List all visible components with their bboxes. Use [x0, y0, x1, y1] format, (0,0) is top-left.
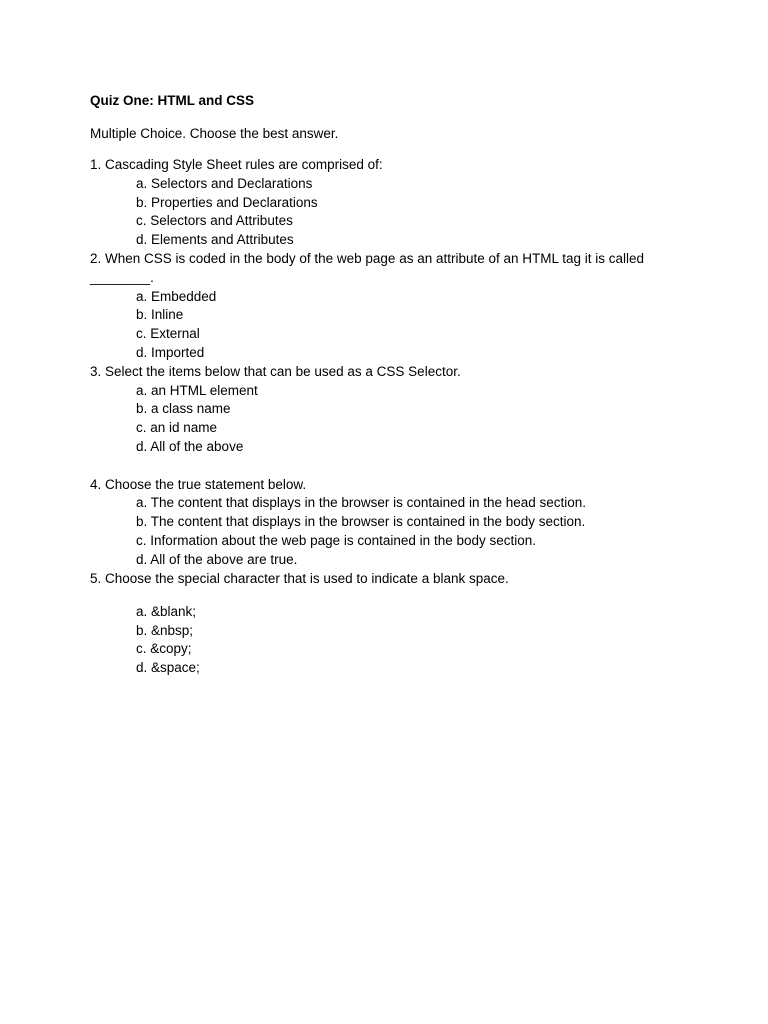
answer-option: d. All of the above are true. [136, 551, 298, 567]
answer-option: a. Embedded [136, 288, 217, 304]
question-list [90, 156, 710, 678]
question-2 [90, 250, 710, 363]
answer-option: b. Inline [136, 307, 184, 323]
question-text: 3. Select the items below that can be used as a CSS Selector. [90, 363, 461, 379]
answer-option: d. Imported [136, 344, 205, 360]
question-text: 1. Cascading Style Sheet rules are comprised of: [90, 157, 383, 172]
quiz-title: Quiz One: HTML and CSS [90, 93, 255, 108]
question-text: 5. Choose the special character that is used to indicate a blank space. [90, 570, 509, 586]
answer-option: c. Information about the web page is contained in the body section. [136, 532, 537, 548]
answer-option: a. The content that displays in the browser is contained in the head section. [136, 495, 587, 511]
quiz-document [90, 90, 710, 678]
question-5 [90, 570, 710, 678]
question-text: 4. Choose the true statement below. [90, 476, 307, 492]
answer-option: a. &blank; [136, 603, 197, 619]
question-1 [90, 156, 710, 250]
spacer [90, 457, 710, 476]
answer-option: b. Properties and Declarations [136, 194, 318, 210]
answer-blank: ________. [90, 269, 154, 285]
answer-options [90, 288, 710, 363]
answer-option: d. All of the above [136, 438, 244, 454]
answer-options [90, 382, 710, 457]
answer-option: d. Elements and Attributes [136, 232, 294, 248]
answer-option: c. an id name [136, 420, 218, 436]
answer-option: b. a class name [136, 401, 231, 417]
answer-option: c. External [136, 326, 200, 342]
answer-option: c. Selectors and Attributes [136, 213, 293, 229]
answer-option: b. The content that displays in the browser is contained in the body section. [136, 514, 586, 530]
answer-option: a. Selectors and Declarations [136, 175, 313, 191]
quiz-instructions: Multiple Choice. Choose the best answer. [90, 126, 339, 141]
answer-option: b. &nbsp; [136, 622, 194, 638]
question-text: 2. When CSS is coded in the body of the web page as an attribute of an HTML tag it is called [90, 250, 645, 266]
answer-options [90, 494, 710, 569]
spacer [90, 588, 710, 603]
answer-option: a. an HTML element [136, 382, 258, 398]
answer-options [90, 603, 710, 678]
answer-options [90, 175, 710, 250]
question-3 [90, 363, 710, 457]
answer-option: d. &space; [136, 660, 200, 676]
answer-option: c. &copy; [136, 641, 192, 657]
question-4 [90, 476, 710, 570]
